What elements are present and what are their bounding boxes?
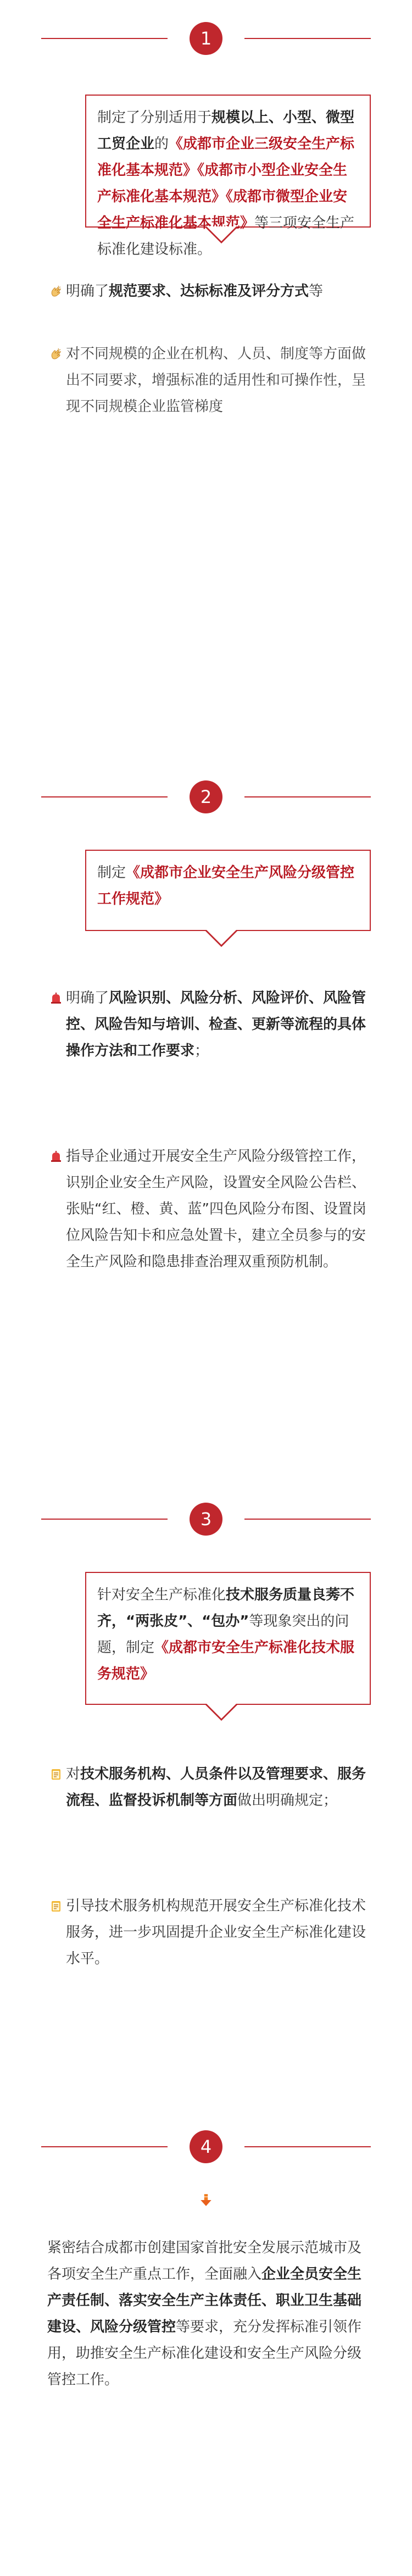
section-4-paragraph <box>47 2235 371 2393</box>
clapping-hands-icon <box>49 285 63 298</box>
callout-text: 的 <box>154 136 169 152</box>
red-bell-icon <box>49 1150 63 1163</box>
item-text: 做出明确规定； <box>237 1792 338 1809</box>
callout-standard-titles: 《成都市安全生产标准化技术服务规范》 <box>97 1639 355 1682</box>
heading-divider-right <box>244 1519 371 1520</box>
callout-tail-inner <box>207 930 236 945</box>
section-1-item-1 <box>66 278 374 304</box>
callout-text: 等现象突出的问题，制定 <box>97 1613 349 1656</box>
callout-text: 制定 <box>97 865 126 881</box>
item-text: ； <box>194 1043 209 1059</box>
paragraph-text: 紧密结合成都市创建国家首批安全发展示范城市及各项安全生产重点工作，全面融入 <box>47 2240 362 2283</box>
section-1-callout-box <box>85 95 371 258</box>
heading-divider-right <box>244 2146 371 2147</box>
section-number-badge: 2 <box>190 780 222 813</box>
section-number-badge: 4 <box>190 2130 222 2163</box>
section-4-heading <box>0 2130 412 2163</box>
item-text: 引导技术服务机构规范开展安全生产标准化技术服务，进一步巩固提升企业安全生产标准化建设水平。 <box>66 1898 366 1967</box>
section-number-badge: 3 <box>190 1503 222 1536</box>
callout-tail-inner <box>207 1704 236 1719</box>
clipboard-icon <box>49 1768 63 1781</box>
paragraph-bold-text: 企业全员安全生产责任制、落实安全生产主体责任、职业卫生基础建设、风险分级管控 <box>47 2266 362 2335</box>
paragraph-text: 等要求，充分发挥标准引领作用，助推安全生产标准化建设和安全生产风险分级管控工作。 <box>47 2319 362 2388</box>
item-text: 对不同规模的企业在机构、人员、制度等方面做出不同要求，增强标准的适用性和可操作性，呈现不同规模企业监管梯度 <box>66 346 366 415</box>
section-1-heading <box>0 22 412 55</box>
section-1-item-2 <box>66 341 374 420</box>
section-3-item-2 <box>66 1893 374 1972</box>
item-text: 明确了 <box>66 990 109 1006</box>
callout-tail-inner <box>207 226 236 241</box>
item-text: 对 <box>66 1766 81 1782</box>
heading-divider-right <box>244 38 371 39</box>
section-2-heading <box>0 780 412 813</box>
heading-divider-left <box>41 38 168 39</box>
callout-bold-text: 技术服务质量良莠不齐，“两张皮”、“包办” <box>97 1587 355 1630</box>
section-3-heading <box>0 1503 412 1536</box>
item-bold-text: 风险识别、风险分析、风险评价、风险管控、风险告知与培训、检查、更新等流程的具体操作方法和工作要求 <box>66 990 366 1059</box>
section-3-item-1 <box>66 1761 374 1814</box>
clipboard-icon <box>49 1899 63 1913</box>
item-bold-text: 技术服务机构、人员条件以及管理要求、服务流程、监督投诉机制等方面 <box>66 1766 366 1809</box>
clapping-hands-icon <box>49 347 63 361</box>
heading-divider-left <box>41 796 168 797</box>
heading-divider-left <box>41 2146 168 2147</box>
heading-divider-right <box>244 796 371 797</box>
section-2-item-1 <box>66 985 374 1064</box>
item-bold-text: 规范要求、达标标准及评分方式 <box>109 283 309 300</box>
callout-text: 等三项安全生产标准化建设标准。 <box>97 215 355 258</box>
heading-divider-left <box>41 1519 168 1520</box>
section-2-item-2 <box>66 1143 374 1275</box>
callout-text: 制定了分别适用于 <box>97 109 212 126</box>
down-arrow-icon <box>199 2193 213 2207</box>
section-2-callout-box <box>85 850 371 931</box>
section-number-badge: 1 <box>190 22 222 55</box>
callout-standard-titles: 《成都市企业三级安全生产标准化基本规范》《成都市小型企业安全生产标准化基本规范》《成都市微型企业安全生产标准化基本规范》 <box>97 136 355 231</box>
callout-bold-text: 规模以上、小型、微型工贸企业 <box>97 109 355 152</box>
section-3-callout-box <box>85 1572 371 1705</box>
callout-standard-titles: 《成都市企业安全生产风险分级管控工作规范》 <box>97 865 355 907</box>
item-text: 等 <box>309 283 324 300</box>
item-text: 指导企业通过开展安全生产风险分级管控工作，识别企业安全生产风险，设置安全风险公告栏、张贴“红、橙、黄、蓝”四色风险分布图、设置岗位风险告知卡和应急处置卡，建立全员参与的安全生产风险和隐患排查治理双重预防机制。 <box>66 1148 366 1270</box>
callout-text: 针对安全生产标准化 <box>97 1587 226 1603</box>
red-bell-icon <box>49 991 63 1005</box>
item-text: 明确了 <box>66 283 109 300</box>
